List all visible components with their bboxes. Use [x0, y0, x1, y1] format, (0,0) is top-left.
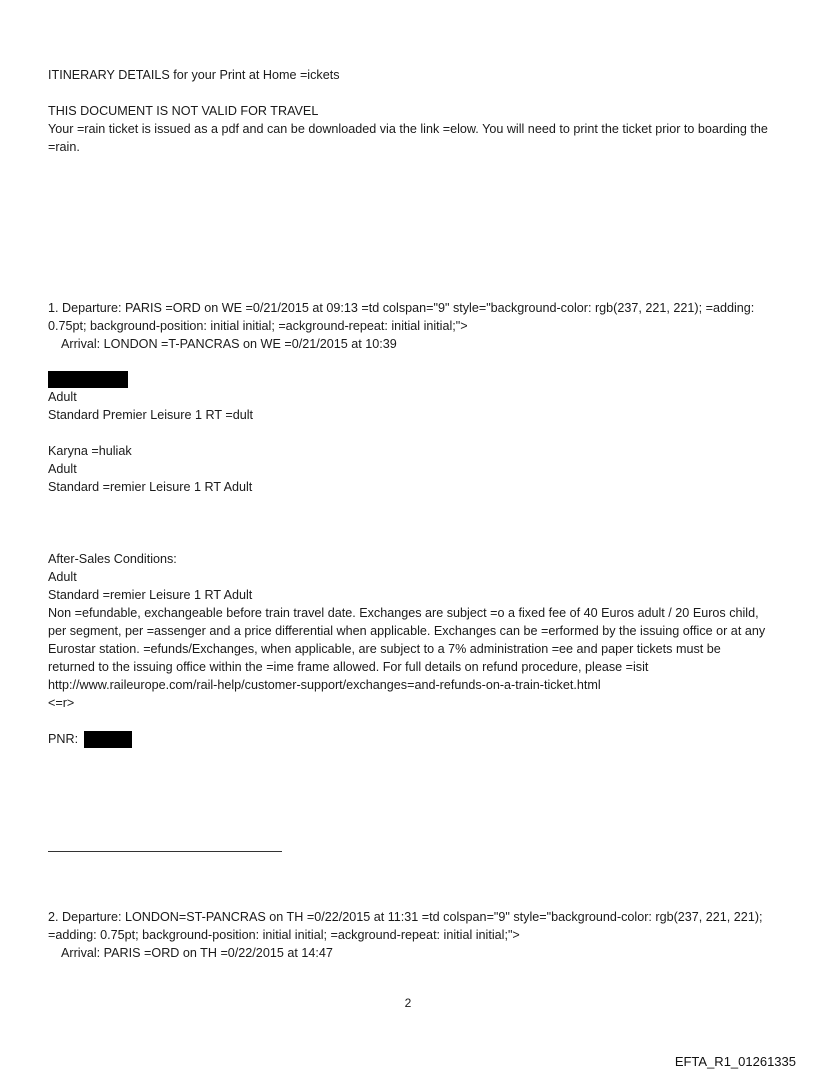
- passenger1-type: Adult: [48, 390, 77, 404]
- section-divider: [48, 851, 282, 852]
- conditions-br-tag: <=r>: [48, 696, 75, 710]
- redaction-block: [84, 731, 132, 748]
- conditions-text: Non =efundable, exchangeable before train travel date. Exchanges are subject =o a fixed fee of 40 Euros adult / 20 Euros child, per segment, per =assenger and a price differential when applicable. Exchanges can be =erformed by the issuing office or at any Eurostar station. =efunds/Exchanges, when applicable, are subject to a 7% administration =ee and paper tickets must be returned to the issuing office within the =ime frame allowed. For full details on refund procedure, please =isit http://www.raileurope.com/rail-help/customer-support/exchanges=and-refunds-on-a-train-ticket.html: [48, 606, 766, 692]
- passenger2-fare: Standard =remier Leisure 1 RT Adult: [48, 480, 253, 494]
- conditions-fare: Standard =remier Leisure 1 RT Adult: [48, 588, 253, 602]
- segment1-departure: 1. Departure: PARIS =ORD on WE =0/21/2015 at 09:13 =td colspan="9" style="background-color: rgb(237, 221, 221); =adding: 0.75pt; background-position: initial initial; =ackground-repeat: initial initial;">: [48, 301, 755, 333]
- conditions-heading: After-Sales Conditions:: [48, 552, 177, 566]
- document-id: EFTA_R1_01261335: [674, 1054, 796, 1069]
- redacted-passenger-name: [48, 370, 128, 388]
- intro-paragraph: Your =rain ticket is issued as a pdf and can be downloaded via the link =elow. You will need to print the ticket prior to boarding the =rain.: [48, 122, 768, 154]
- passenger2-type: Adult: [48, 462, 77, 476]
- pnr-row: [48, 730, 132, 748]
- itinerary-title: ITINERARY DETAILS for your Print at Home =ickets: [48, 68, 340, 82]
- segment2-arrival: Arrival: PARIS =ORD on TH =0/22/2015 at 14:47: [61, 946, 333, 960]
- page-number: 2: [404, 996, 412, 1010]
- pnr-label: PNR:: [48, 732, 79, 746]
- segment2-departure: 2. Departure: LONDON=ST-PANCRAS on TH =0/22/2015 at 11:31 =td colspan="9" style="background-color: rgb(237, 221, 221); =adding: 0.75pt; background-position: initial initial; =ackground-repeat: initial initial;">: [48, 910, 763, 942]
- validity-notice: THIS DOCUMENT IS NOT VALID FOR TRAVEL: [48, 104, 319, 118]
- conditions-type: Adult: [48, 570, 77, 584]
- segment1-arrival: Arrival: LONDON =T-PANCRAS on WE =0/21/2015 at 10:39: [61, 337, 397, 351]
- passenger1-fare: Standard Premier Leisure 1 RT =dult: [48, 408, 253, 422]
- redaction-block: [48, 371, 128, 388]
- passenger2-name: Karyna =huliak: [48, 444, 132, 458]
